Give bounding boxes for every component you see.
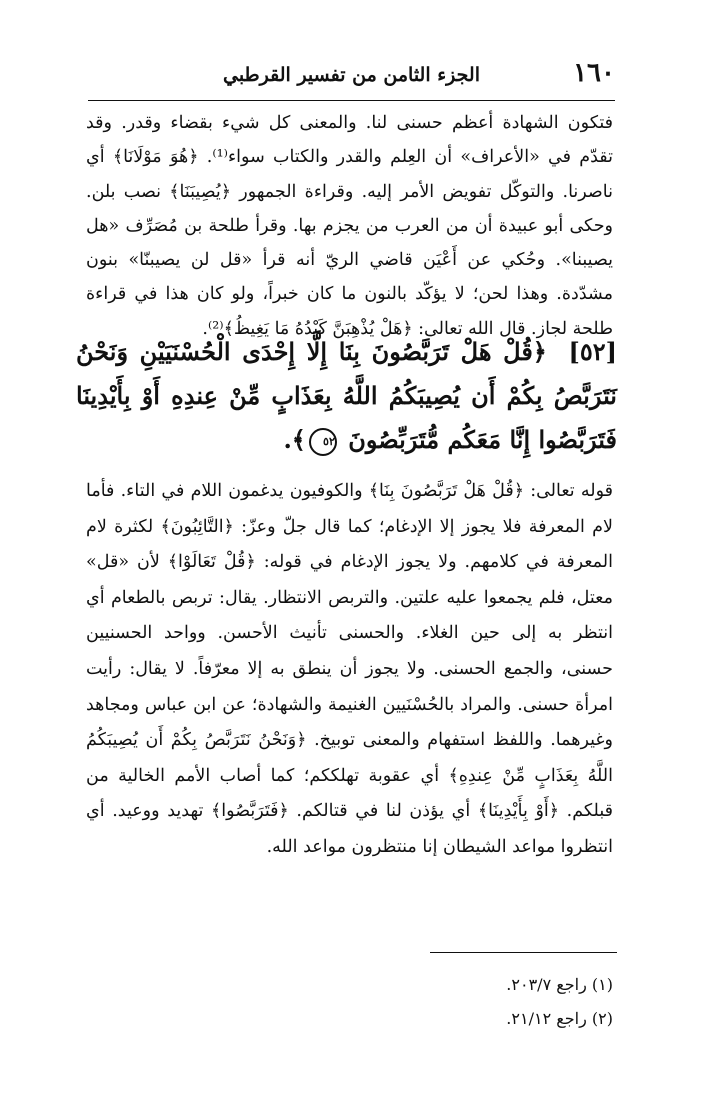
verse-number: [٥٢] <box>568 337 617 366</box>
footnote-1: (١) راجع ٢٠٣/٧. <box>506 975 613 994</box>
verse-closing: ﴾. <box>283 425 306 454</box>
footnote-divider <box>430 952 617 953</box>
paragraph-2: قوله تعالى: ﴿قُلْ هَلْ تَرَبَّصُونَ بِنَا﴾ والكوفيون يدغمون اللام في التاء. فأما لام المعرفة فلا يجوز إلا الإدغام؛ كما قال جلّ وعزّ: ﴿التَّائِبُونَ﴾ لكثرة لام المعرفة في كلامهم. ولا يجوز الإدغام في قوله: ﴿قُلْ تَعَالَوْا﴾ لأن «قل» معتل، فلم يجمعوا عليه علتين. والتربص الانتظار. يقال: تربص بالطعام أي انتظر به إلى حين الغلاء. والحسنى تأنيث الأحسن. وواحد الحسنيين حسنى، والجمع الحسنى. ولا يجوز أن ينطق به إلا معرّفاً. لا يقال: رأيت امرأة حسنى. والمراد بالحُسْنَيين الغنيمة والشهادة؛ عن ابن عباس ومجاهد وغيرهما. واللفظ استفهام والمعنى توبيخ. ﴿وَنَحْنُ نَتَرَبَّصُ بِكُمْ أَن يُصِيبَكُمُ اللَّهُ بِعَذَابٍ مِّنْ عِندِهِ﴾ أي عقوبة تهلككم؛ كما أصاب الأمم الخالية من قبلكم. ﴿أَوْ بِأَيْدِينَا﴾ أي يؤذن لنا في قتالكم. ﴿فَتَرَبَّصُوا﴾ تهديد ووعيد. أي انتظروا مواعد الشيطان إنا منتظرون مواعد الله. <box>86 481 613 857</box>
page-header <box>88 58 615 98</box>
page-number: ١٦٠ <box>573 58 615 88</box>
verse-text: ﴿قُلْ هَلْ تَرَبَّصُونَ بِنَا إِلَّا إِحْدَى الْحُسْنَيَيْنِ وَنَحْنُ نَتَرَبَّصُ بِكُمْ أَن يُصِيبَكُمُ اللَّهُ بِعَذَابٍ مِّنْ عِندِهِ أَوْ بِأَيْدِينَا فَتَرَبَّصُوا إِنَّا مَعَكُم مُّتَرَبِّصُونَ <box>76 337 617 454</box>
quran-verse-52 <box>76 330 617 462</box>
footnote-2: (٢) راجع ٢١/١٢. <box>506 1009 613 1028</box>
header-divider <box>88 100 615 101</box>
verse-end-marker: ٥٢ <box>309 428 337 456</box>
running-title: الجزء الثامن من تفسير القرطبي <box>222 64 480 86</box>
footnotes <box>86 968 613 1036</box>
paragraph-1: فتكون الشهادة أعظم حسنى لنا. والمعنى كل شيء بقضاء وقدر. وقد تقدّم في «الأعراف» أن العِلم والقدر والكتاب سواء⁽¹⁾. ﴿هُوَ مَوْلَانَا﴾ أي ناصرنا. والتوكّل تفويض الأمر إليه. وقراءة الجمهور ﴿يُصِيبَنَا﴾ نصب بلن. وحكى أبو عبيدة أن من العرب من يجزم بها. وقرأ طلحة بن مُصَرِّف «هل يصيبنا». وحُكي عن أَعْيَن قاضي الريّ أنه قرأ «قل لن يصيبنّا» بنون مشدّدة. وهذا لحن؛ لا يؤكّد بالنون ما كان خبراً، ولو كان هذا في قراءة طلحة لجاز. قال الله تعالى: ﴿هَلْ يُذْهِبَنَّ كَيْدُهُ مَا يَغِيظُ﴾⁽²⁾. <box>86 113 614 339</box>
